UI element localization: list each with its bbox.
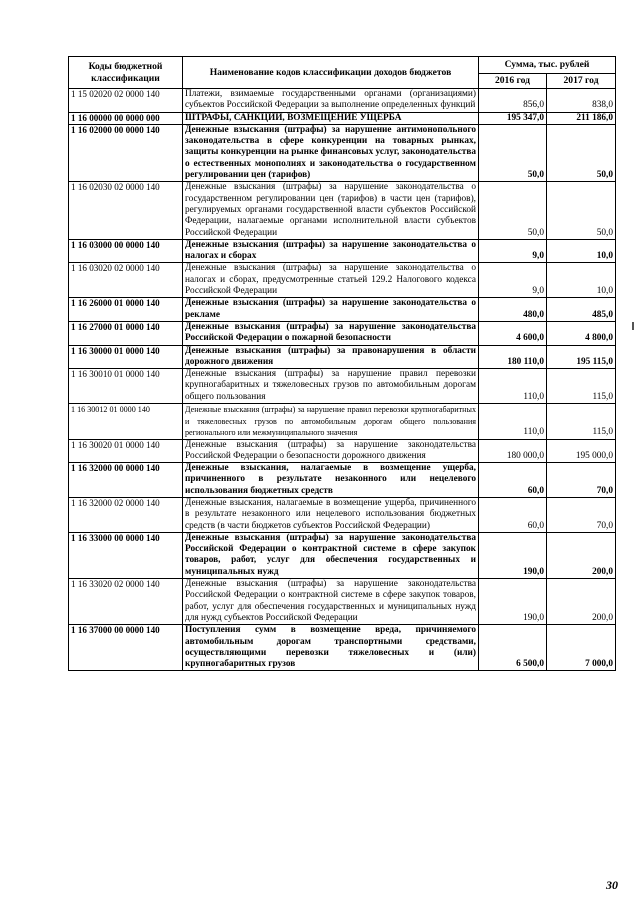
- row-code: 1 16 33020 02 0000 140: [69, 579, 183, 625]
- row-code: 1 16 30000 01 0000 140: [69, 345, 183, 369]
- row-value-2016: 180 110,0: [479, 345, 547, 369]
- row-value-2017: 70,0: [547, 498, 616, 533]
- row-name: Денежные взыскания (штрафы) за нарушение правил перевозки крупногабаритных и тяжеловесных грузов по автомобильным дорогам общего пользования: [183, 369, 479, 404]
- row-code: 1 15 02020 02 0000 140: [69, 89, 183, 113]
- row-value-2016: 195 347,0: [479, 112, 547, 124]
- table-row: [69, 298, 616, 322]
- header-year-2016: 2016 год: [479, 74, 547, 89]
- row-value-2016: 50,0: [479, 182, 547, 239]
- row-value-2016: 50,0: [479, 124, 547, 181]
- table-row: [69, 439, 616, 463]
- row-value-2016: 9,0: [479, 263, 547, 298]
- row-code: 1 16 32000 00 0000 140: [69, 463, 183, 498]
- row-code: 1 16 03020 02 0000 140: [69, 263, 183, 298]
- table-row: [69, 625, 616, 671]
- row-name: Денежные взыскания, налагаемые в возмещение ущерба, причиненного в результате незаконного или нецелевого использования бюджетных средств: [183, 463, 479, 498]
- table-row: [69, 404, 616, 440]
- table-row: [69, 345, 616, 369]
- row-value-2016: 480,0: [479, 298, 547, 322]
- row-name: Денежные взыскания (штрафы) за нарушение законодательства о государственном регулировании цен (тарифов) в части цен (тарифов), регулируемых органами государственной власти субъектов Российской Федерации, налагаемые органами исполнительной власти субъектов Российской Федерации: [183, 182, 479, 239]
- row-value-2017: 115,0: [547, 404, 616, 440]
- row-name: Денежные взыскания (штрафы) за нарушение законодательства Российской Федерации о контрактной системе в сфере закупок товаров, работ, услуг для обеспечения государственных и муниципальных нужд для нужд субъектов Российской Федерации: [183, 579, 479, 625]
- row-value-2016: 110,0: [479, 369, 547, 404]
- table-row: [69, 369, 616, 404]
- row-value-2017: 7 000,0: [547, 625, 616, 671]
- row-value-2016: 180 000,0: [479, 439, 547, 463]
- row-name: Денежные взыскания (штрафы) за нарушение законодательства о налогах и сборах, предусмотренные статьей 129.2 Налогового кодекса Российской Федерации: [183, 263, 479, 298]
- row-code: 1 16 37000 00 0000 140: [69, 625, 183, 671]
- table-row: [69, 321, 616, 345]
- row-value-2017: 838,0: [547, 89, 616, 113]
- row-value-2017: 50,0: [547, 124, 616, 181]
- row-name: Поступления сумм в возмещение вреда, причиняемого автомобильным дорогам транспортными средствами, осуществляющими перевозки тяжеловесных и (или) крупногабаритных грузов: [183, 625, 479, 671]
- header-year-2017: 2017 год: [547, 74, 616, 89]
- header-codes: Коды бюджетной классификации: [69, 57, 183, 89]
- row-value-2017: 115,0: [547, 369, 616, 404]
- row-value-2016: 9,0: [479, 239, 547, 263]
- row-name: Денежные взыскания (штрафы) за нарушение антимонопольного законодательства в сфере конкуренции на товарных рынках, защиты конкуренции на рынке финансовых услуг, законодательства о естественных монополиях и законодательства о государственном регулировании цен (тарифов): [183, 124, 479, 181]
- page-number: 30: [606, 878, 618, 892]
- row-value-2016: 4 600,0: [479, 321, 547, 345]
- row-value-2016: 60,0: [479, 498, 547, 533]
- row-value-2017: 10,0: [547, 263, 616, 298]
- row-code: 1 16 30010 01 0000 140: [69, 369, 183, 404]
- row-value-2016: 190,0: [479, 532, 547, 578]
- row-name: ШТРАФЫ, САНКЦИИ, ВОЗМЕЩЕНИЕ УЩЕРБА: [183, 112, 479, 124]
- table-body: [69, 89, 616, 671]
- table-row: [69, 579, 616, 625]
- row-value-2016: 60,0: [479, 463, 547, 498]
- budget-revenue-table-sheet: [68, 56, 615, 671]
- row-value-2017: 4 800,0: [547, 321, 616, 345]
- row-code: 1 16 30012 01 0000 140: [69, 404, 183, 440]
- table-row: [69, 239, 616, 263]
- row-code: 1 16 03000 00 0000 140: [69, 239, 183, 263]
- row-name: Денежные взыскания (штрафы) за нарушение законодательства Российской Федерации о пожарной безопасности: [183, 321, 479, 345]
- header-sum: Сумма, тыс. рублей: [479, 57, 616, 74]
- table-row: [69, 263, 616, 298]
- row-code: 1 16 02030 02 0000 140: [69, 182, 183, 239]
- row-code: 1 16 26000 01 0000 140: [69, 298, 183, 322]
- row-name: Денежные взыскания (штрафы) за нарушение законодательства о рекламе: [183, 298, 479, 322]
- table-row: [69, 89, 616, 113]
- row-value-2017: 195 115,0: [547, 345, 616, 369]
- budget-revenue-table: [68, 56, 616, 671]
- header-name: Наименование кодов классификации доходов бюджетов: [183, 57, 479, 89]
- table-row: [69, 112, 616, 124]
- table-row: [69, 124, 616, 181]
- row-value-2016: 6 500,0: [479, 625, 547, 671]
- row-value-2017: 200,0: [547, 579, 616, 625]
- row-name: Денежные взыскания (штрафы) за нарушение законодательства Российской Федерации о контрактной системе в сфере закупок товаров, работ, услуг для обеспечения государственных и муниципальных нужд: [183, 532, 479, 578]
- row-value-2016: 856,0: [479, 89, 547, 113]
- table-row: [69, 463, 616, 498]
- row-code: 1 16 32000 02 0000 140: [69, 498, 183, 533]
- row-code: 1 16 30020 01 0000 140: [69, 439, 183, 463]
- row-value-2016: 190,0: [479, 579, 547, 625]
- table-row: [69, 182, 616, 239]
- row-value-2017: 485,0: [547, 298, 616, 322]
- row-value-2017: 10,0: [547, 239, 616, 263]
- table-row: [69, 532, 616, 578]
- row-name: Денежные взыскания (штрафы) за нарушение законодательства о налогах и сборах: [183, 239, 479, 263]
- row-value-2017: 50,0: [547, 182, 616, 239]
- row-name: Денежные взыскания, налагаемые в возмещение ущерба, причиненного в результате незаконного или нецелевого использования бюджетных средств (в части бюджетов субъектов Российской Федерации): [183, 498, 479, 533]
- row-value-2017: 200,0: [547, 532, 616, 578]
- row-name: Платежи, взимаемые государственными органами (организациями) субъектов Российской Федерации за выполнение определенных функций: [183, 89, 479, 113]
- row-value-2017: 195 000,0: [547, 439, 616, 463]
- margin-mark: [632, 322, 634, 330]
- row-value-2017: 211 186,0: [547, 112, 616, 124]
- table-row: [69, 498, 616, 533]
- row-code: 1 16 27000 01 0000 140: [69, 321, 183, 345]
- row-code: 1 16 00000 00 0000 000: [69, 112, 183, 124]
- row-code: 1 16 33000 00 0000 140: [69, 532, 183, 578]
- row-name: Денежные взыскания (штрафы) за правонарушения в области дорожного движения: [183, 345, 479, 369]
- row-name: Денежные взыскания (штрафы) за нарушение законодательства Российской Федерации о безопасности дорожного движения: [183, 439, 479, 463]
- row-value-2016: 110,0: [479, 404, 547, 440]
- row-name: Денежные взыскания (штрафы) за нарушение правил перевозки крупногабаритных и тяжеловесных грузов по автомобильным дорогам общего пользования регионального или межмуниципального значения: [183, 404, 479, 440]
- row-code: 1 16 02000 00 0000 140: [69, 124, 183, 181]
- row-value-2017: 70,0: [547, 463, 616, 498]
